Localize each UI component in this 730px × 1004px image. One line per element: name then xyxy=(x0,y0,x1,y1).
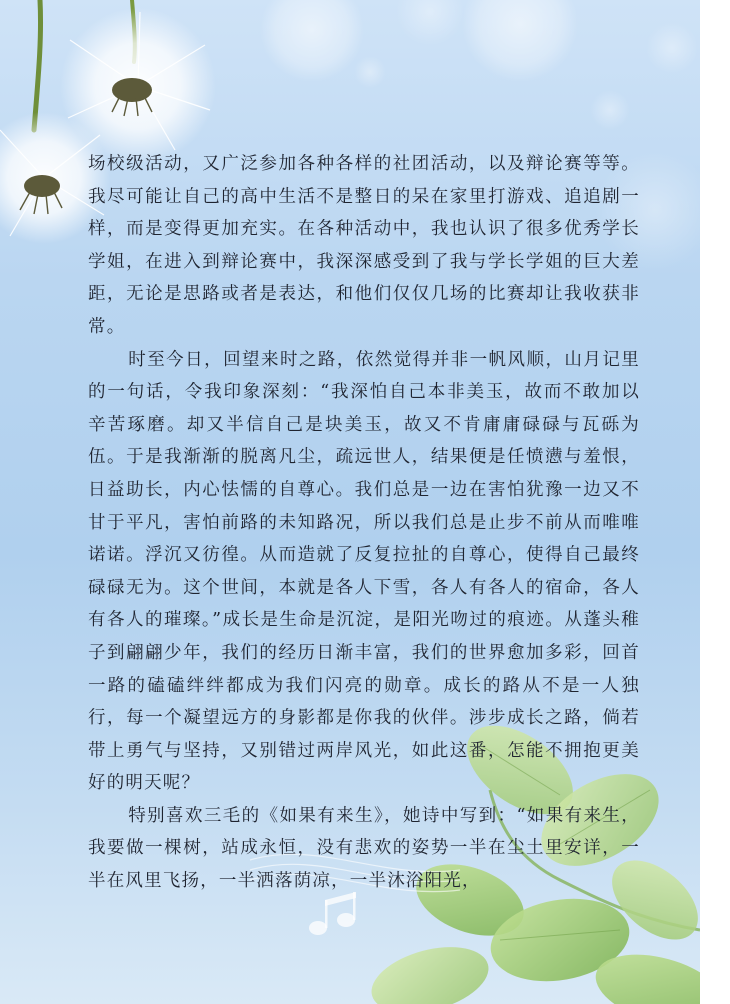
page-margin xyxy=(700,0,730,1004)
paragraph-2: 时至今日，回望来时之路，依然觉得并非一帆风顺，山月记里的一句话，令我印象深刻：“我深怕自己本非美玉，故而不敢加以辛苦琢磨。却又半信自己是块美玉，故又不肯庸庸碌碌与瓦砾为伍。于是我渐渐的脱离凡尘，疏远世人，结果便是任愤懑与羞恨，日益助长，内心怯懦的自尊心。我们总是一边在害怕犹豫一边又不甘于平凡，害怕前路的未知路况，所以我们总是止步不前从而唯唯诺诺。浮沉又彷徨。从而造就了反复拉扯的自尊心，使得自己最终碌碌无为。这个世间，本就是各人下雪，各人有各人的宿命，各人有各人的璀璨。”成长是生命是沉淀，是阳光吻过的痕迹。从蓬头稚子到翩翩少年，我们的经历日渐丰富，我们的世界愈加多彩，回首一路的磕磕绊绊都成为我们闪亮的勋章。成长的路从不是一人独行，每一个凝望远方的身影都是你我的伙伴。涉步成长之路，倘若带上勇气与坚持，又别错过两岸风光，如此这番，怎能不拥抱更美好的明天呢？ xyxy=(88,349,640,794)
essay-text xyxy=(88,148,640,898)
paragraph-3: 特别喜欢三毛的《如果有来生》，她诗中写到：“如果有来生，我要做一棵树，站成永恒，没有悲欢的姿势一半在尘土里安详，一半在风里飞扬，一半洒落荫凉，一半沐浴阳光， xyxy=(88,805,640,892)
paragraph-1: 场校级活动，又广泛参加各种各样的社团活动，以及辩论赛等等。我尽可能让自己的高中生活不是整日的呆在家里打游戏、追追剧一样，而是变得更加充实。在各种活动中，我也认识了很多优秀学长学姐，在进入到辩论赛中，我深深感受到了我与学长学姐的巨大差距，无论是思路或者是表达，和他们仅仅几场的比赛却让我收获非常。 xyxy=(88,154,640,337)
